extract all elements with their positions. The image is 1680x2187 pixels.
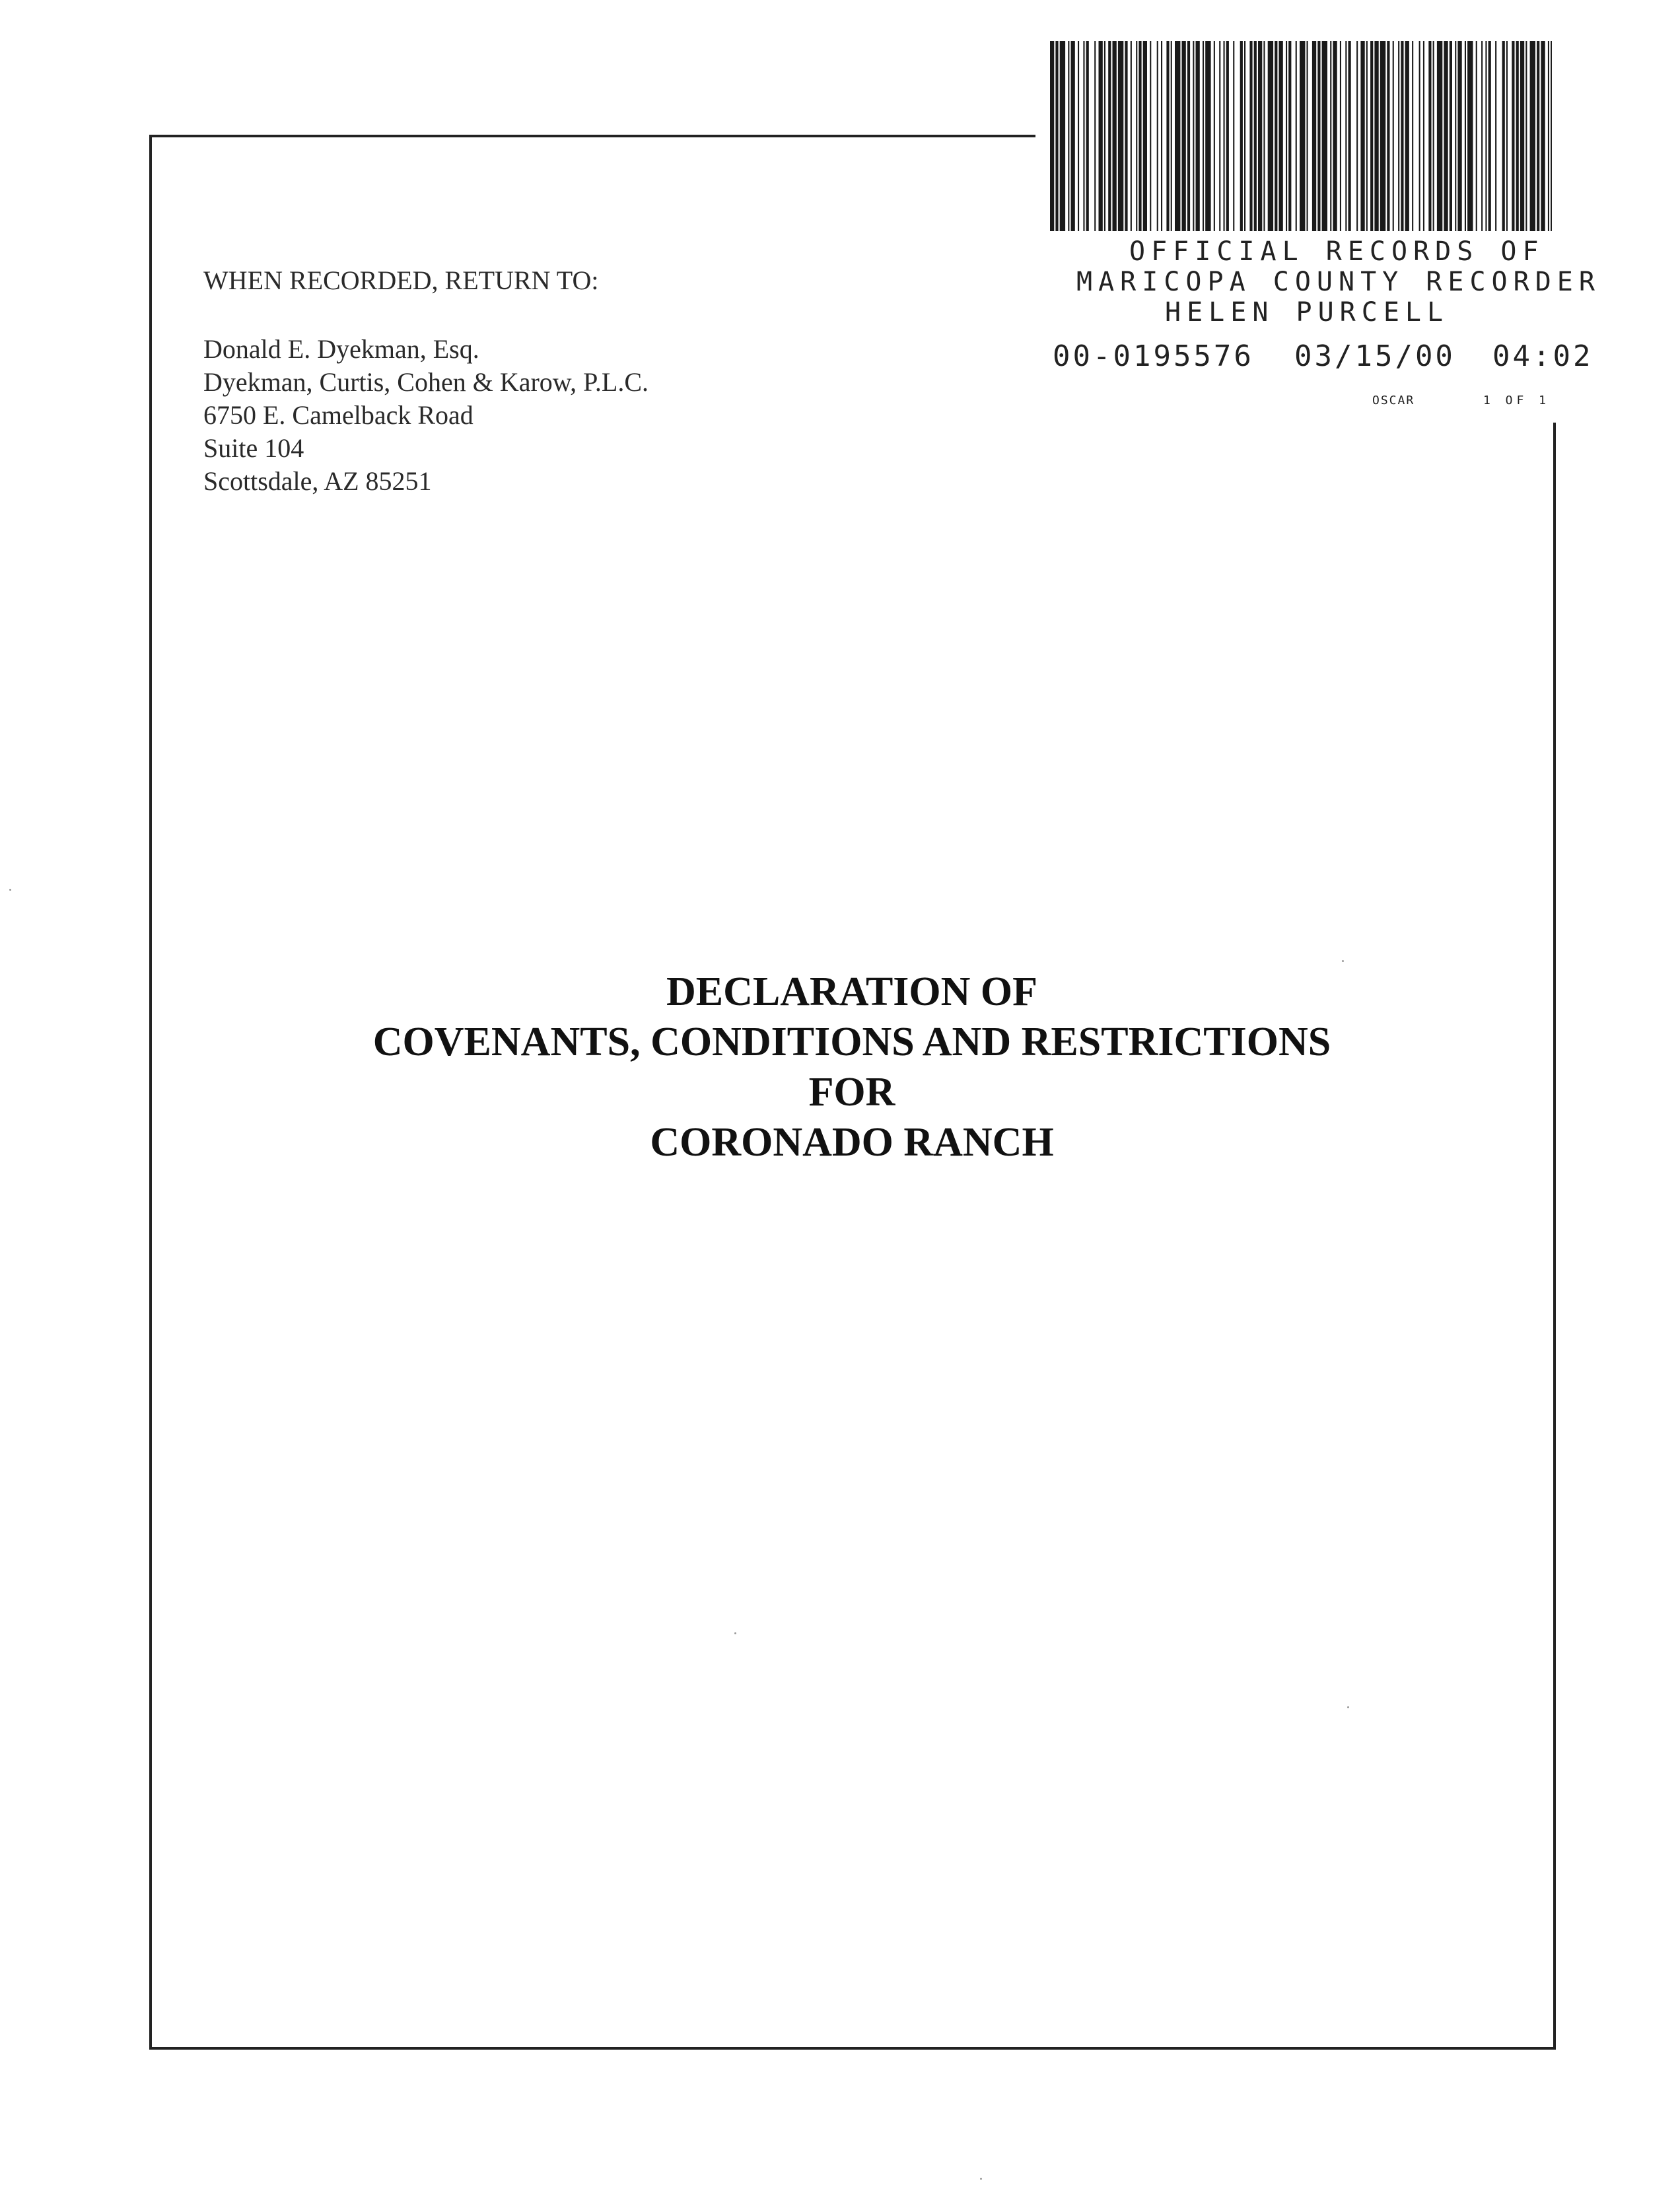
scan-speck (1342, 960, 1344, 962)
document-title (198, 967, 1506, 1167)
return-name: Donald E. Dyekman, Esq. (203, 334, 479, 364)
scan-speck (980, 2178, 982, 2180)
title-line-3: FOR (808, 1070, 895, 1115)
return-address-block (203, 264, 648, 498)
return-city: Scottsdale, AZ 85251 (203, 466, 432, 496)
return-firm: Dyekman, Curtis, Cohen & Karow, P.L.C. (203, 367, 649, 397)
title-line-4: CORONADO RANCH (650, 1120, 1054, 1165)
title-line-1: DECLARATION OF (666, 969, 1038, 1014)
recorded-time: 04:02 (1492, 339, 1593, 373)
return-suite: Suite 104 (203, 433, 304, 463)
scan-speck (734, 1632, 736, 1634)
return-street: 6750 E. Camelback Road (203, 400, 473, 430)
document-number: 00-0195576 (1053, 339, 1254, 373)
operator-code: OSCAR (1372, 394, 1415, 407)
recorder-line-3: HELEN PURCELL (1165, 297, 1450, 328)
recorded-date: 03/15/00 (1294, 339, 1455, 373)
title-line-2: COVENANTS, CONDITIONS AND RESTRICTIONS (372, 1020, 1331, 1064)
return-heading: WHEN RECORDED, RETURN TO: (203, 265, 599, 295)
scan-speck (1347, 1706, 1349, 1708)
scan-speck (9, 889, 11, 891)
recorder-line-1: OFFICIAL RECORDS OF (1129, 236, 1545, 267)
frame-top-rule (149, 135, 1035, 137)
frame-right-rule (1553, 423, 1556, 2050)
barcode-icon (1050, 41, 1552, 231)
recorder-line-2: MARICOPA COUNTY RECORDER (1076, 267, 1601, 297)
page-count: 1 OF 1 (1483, 394, 1551, 407)
